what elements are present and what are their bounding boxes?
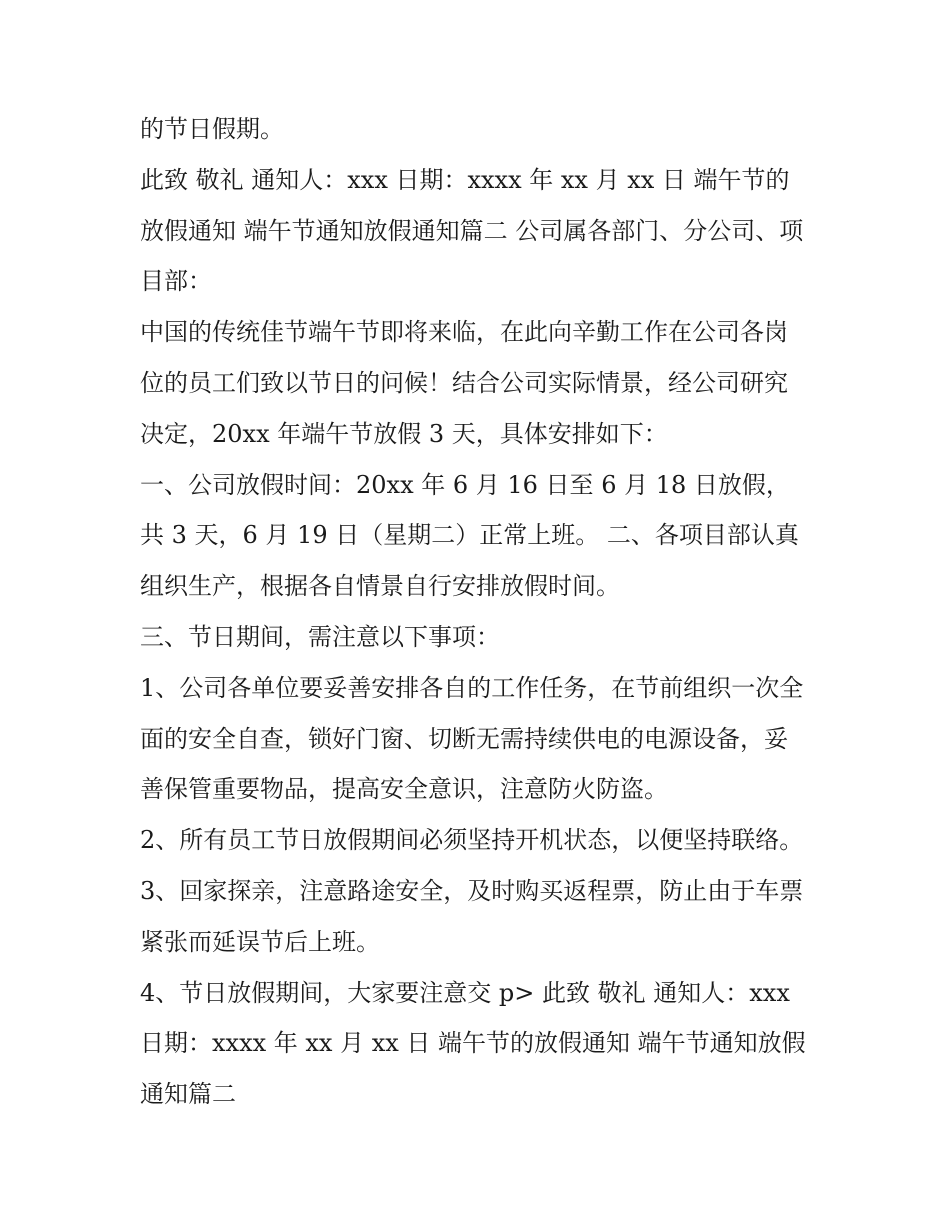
paragraph-2: 此致 敬礼 通知人：xxx 日期：xxxx 年 xx 月 xx 日 端午节的放假通知 端午节通知放假通知篇二 公司属各部门、分公司、项目部：	[140, 165, 804, 296]
paragraph-5: 三、节日期间，需注意以下事项：	[140, 622, 500, 651]
paragraph-6: 1、公司各单位要妥善安排各自的工作任务，在节前组织一次全面的安全自查，锁好门窗、切断无需持续供电的电源设备，妥善保管重要物品，提高安全意识，注意防火防盗。	[140, 673, 804, 804]
paragraph-3: 中国的传统佳节端午节即将来临，在此向辛勤工作在公司各岗位的员工们致以节日的问候！结合公司实际情景，经公司研究决定，20xx 年端午节放假 3 天，具体安排如下：	[140, 318, 788, 448]
paragraph-7: 2、所有员工节日放假期间必须坚持开机状态，以便坚持联络。 3、回家探亲，注意路途安全，及时购买返程票，防止由于车票紧张而延误节后上班。	[140, 826, 804, 956]
paragraph-1: 的节日假期。	[140, 115, 284, 143]
paragraph-4: 一、公司放假时间：20xx 年 6 月 16 日至 6 月 18 日放假，共 3 天，6 月 19 日（星期二）正常上班。 二、各项目部认真组织生产，根据各自情景自行安排放假时间。	[140, 470, 799, 601]
paragraph-8: 4、节日放假期间，大家要注意交 p> 此致 敬礼 通知人：xxx 日期：xxxx 年 xx 月 xx 日 端午节的放假通知 端午节通知放假通知篇二	[140, 978, 806, 1109]
document-body	[140, 104, 810, 1120]
